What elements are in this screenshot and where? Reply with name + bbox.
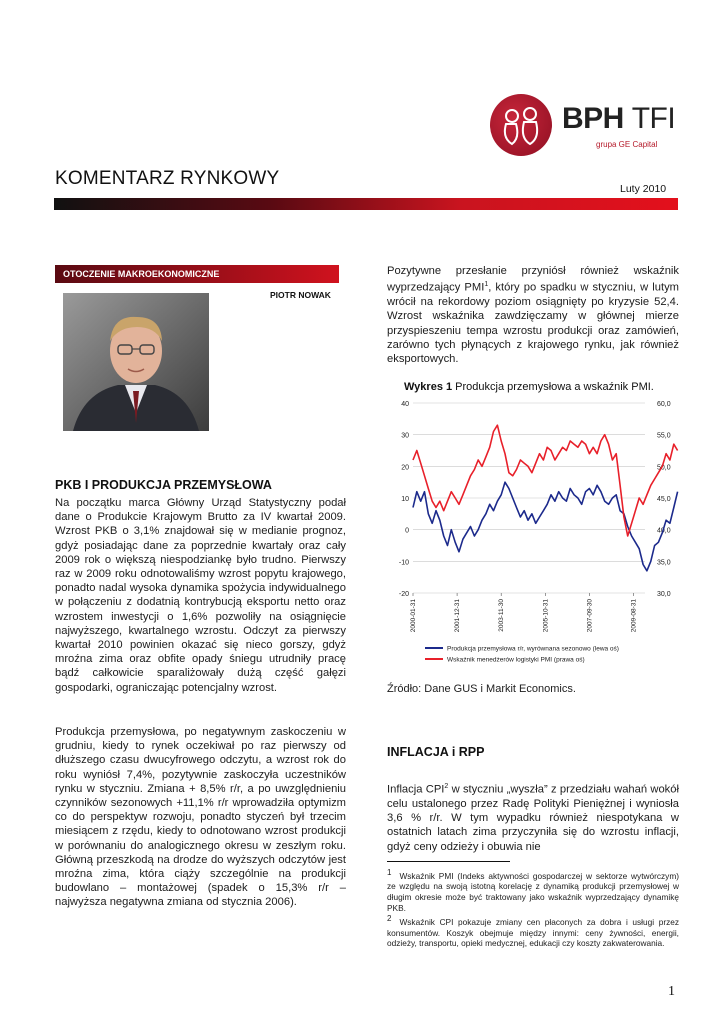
y-left-tick-label: -10 — [398, 559, 409, 567]
footnote-1-number: 1 — [387, 868, 392, 877]
x-tick-label: 2000-01-31 — [410, 599, 417, 633]
logo-brand — [562, 102, 675, 136]
footnotes — [387, 868, 679, 949]
footnote-1-text: Wskaźnik PMI (Indeks aktywności gospodarczej w sektorze wytwórczym) ze względu na swoją istotną korelację z dynamiką produkcji przemysłowej w długim okresie może być traktowany jako wskaźnik wyprzedzający dynamikę PKB. — [387, 870, 679, 913]
x-tick-label: 2009-08-31 — [630, 599, 638, 633]
chart-source: Źródło: Dane GUS i Markit Economics. — [387, 683, 576, 695]
y-left-tick-label: -20 — [398, 591, 409, 598]
series-line-pmi — [413, 425, 678, 536]
legend-label: Produkcja przemysłowa r/r, wyrównana sezonowo (lewa oś) — [447, 645, 619, 653]
paragraph-pmi — [387, 264, 679, 366]
y-left-tick-label: 10 — [401, 496, 409, 503]
y-right-tick-label: 45,0 — [657, 496, 671, 503]
page-number: 1 — [668, 984, 675, 999]
production-pmi-chart — [380, 395, 680, 670]
x-tick-label: 2001-12-31 — [454, 599, 462, 633]
x-tick-label: 2005-10-31 — [542, 599, 550, 633]
author-name: PIOTR NOWAK — [270, 290, 331, 300]
y-right-tick-label: 40,0 — [657, 527, 671, 535]
author-photo — [63, 293, 209, 431]
y-right-tick-label: 60,0 — [657, 401, 671, 408]
paragraph-pkb: Na początku marca Główny Urząd Statystyczny podał dane o Produkcie Krajowym Brutto za IV kwartał 2009. Wzrost PKB o 3,1% znajdował się w medianie prognoz, gdyż posiadając dane za poprzednie kwartały oraz cały 2009 rok o większą niespodziankę było trudno. Pierwszy raz w 2009 roku odnotowaliśmy wzrost popytu krajowego, ponadto nadal wysoka dynamika spożycia indywidualnego w połączeniu z dodatnią kontrybucją eksportu netto oraz wzrostem inwestycji o 1,6% pozwoliły na osiągnięcie najwyższego, kwartalnego wzrostu. Odczyt za pierwszy kwartał 2010 powinien okazać się nieco gorszy, gdyż mroźna zima oraz obfite opady śniegu utrudniły pracę bądź całkowicie sparaliżowały dużą część gałęzi gospodarki, ograniczając potencjalny wzrost. — [55, 497, 346, 694]
document-title: KOMENTARZ RYNKOWY — [55, 168, 280, 189]
y-left-tick-label: 20 — [401, 464, 409, 472]
y-right-tick-label: 50,0 — [657, 464, 671, 472]
logo-tagline: grupa GE Capital — [596, 140, 658, 149]
chart-caption-text: Produkcja przemysłowa a wskaźnik PMI. — [452, 381, 654, 393]
footnote-rule — [387, 861, 510, 862]
footnote-2-text: Wskaźnik CPI pokazuje zmiany cen płaconych za dobra i usługi przez konsumentów. Koszyk obejmuje między innymi: ceny żywności, energii, odzieży, transportu, opieki medycznej, edukacji czy koszty zakwaterowania. — [387, 916, 679, 949]
x-tick-label: 2007-09-30 — [586, 599, 594, 633]
header-bar — [54, 198, 678, 210]
logo-emblem-icon — [490, 94, 552, 156]
heading-inflacja: INFLACJA i RPP — [387, 745, 485, 759]
chart-caption — [404, 381, 654, 393]
footnote-2 — [387, 914, 679, 949]
y-left-tick-label: 0 — [405, 527, 409, 535]
y-left-tick-label: 30 — [401, 432, 409, 440]
paragraph-inflacja — [387, 780, 679, 854]
heading-pkb: PKB I PRODUKCJA PRZEMYSŁOWA — [55, 478, 272, 492]
footnote-ref-2: 2 — [444, 783, 449, 790]
section-tag: OTOCZENIE MAKROEKONOMICZNE — [55, 265, 339, 283]
paragraph-pmi-b: , który po spadku w styczniu, w lutym wrócił na rekordowy poziom osiągnięty po kryzysie 52,4. Wzrost wskaźnika zawdzięczamy w głównej mierze przyspieszeniu tempa wzrostu produkcji oraz zamówień, zarówno tych płynących z krajowego rynku, jak również eksportowych. — [387, 281, 679, 365]
paragraph-inflacja-b: w styczniu „wyszła” z przedziału wahań wokół celu ustalonego przez Radę Polityki Pieniężnej i wyniosła 3,6 % r/r. W tym wypadku również niespotykana w ostatnich latach zima przyczyniła się do wzrostu inflacji, gdyż ceny odzieży i obuwia nie — [387, 783, 679, 853]
document-date: Luty 2010 — [620, 183, 667, 195]
bph-tfi-logo — [488, 90, 688, 160]
y-right-tick-label: 35,0 — [657, 559, 671, 567]
footnote-2-number: 2 — [387, 914, 392, 924]
y-left-tick-label: 40 — [401, 401, 409, 408]
footnote-1 — [387, 868, 679, 913]
paragraph-produkcja: Produkcja przemysłowa, po negatywnym zaskoczeniu w grudniu, kiedy to rynek oczekiwał po raz pierwszy od dłuższego czasu dwucyfrowego odczytu, a wzrost rok do roku wyniósł 7,4%, pozytywnie zaskoczyła uczestników rynku w styczniu. Zmiana + 8,5% r/r, a po uwzględnieniu czynników sezonowych +11,1% r/r wprowadziła optymizm co do perspektyw rozwoju, ponadto styczeń był trzecim miesiącem z rzędu, kiedy to odnotowano wzrost produkcji w porównaniu do analogicznego okresu w zeszłym roku. Główną przeszkodą na drodze do wyższych odczytów jest mroźna zima, która ciąży szczególnie na produkcji budowlano – montażowej (spadek o 15,3% r/r – najwyższa negatywna zmiana od stycznia 2006). — [55, 726, 346, 909]
legend-label: Wskaźnik menedżerów logistyki PMI (prawa oś) — [447, 656, 585, 664]
footnote-ref-1: 1 — [484, 281, 489, 289]
y-right-tick-label: 55,0 — [657, 432, 671, 440]
logo-brand-bold: BPH — [562, 102, 624, 135]
y-right-tick-label: 30,0 — [657, 591, 671, 598]
paragraph-inflacja-a: Inflacja CPI — [387, 783, 445, 796]
x-tick-label: 2003-11-30 — [498, 599, 506, 632]
paragraph-pmi-a: Pozytywne przesłanie przyniósł również wskaźnik wyprzedzający PMI — [387, 265, 679, 294]
logo-brand-light: TFI — [631, 102, 676, 135]
chart-caption-label: Wykres 1 — [404, 381, 453, 393]
series-line-production — [413, 482, 678, 571]
